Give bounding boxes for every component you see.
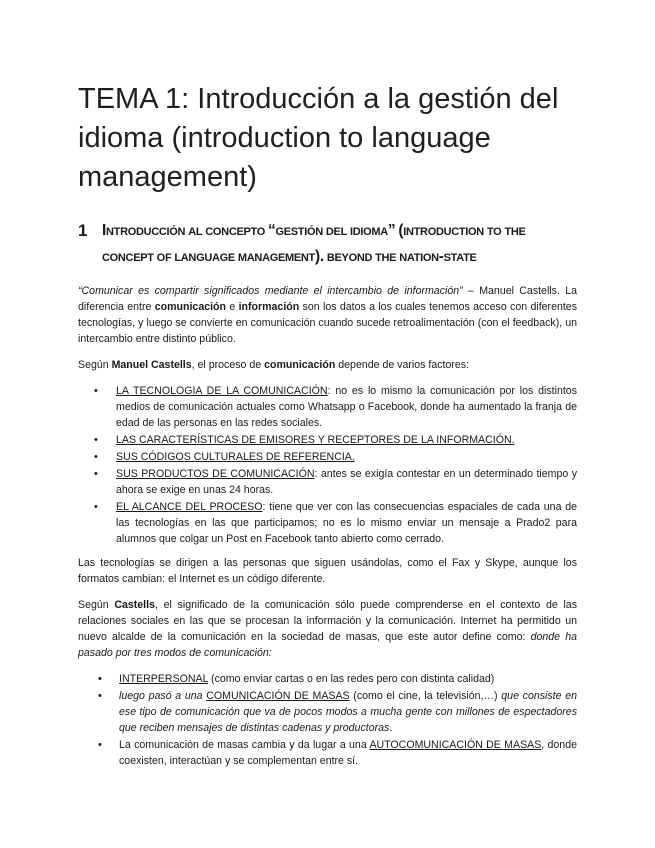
mode-mid: (como el cine, la televisión,…) — [349, 690, 502, 702]
list-item — [78, 432, 577, 448]
factor-text: : tiene que ver con las consecuencias espaciales de cada una de las tecnologías en las que participamos; no es lo mismo enviar un mensaje a Prado2 para alumnos que colgar un Post en Facebook tanto abierto como cerrado. — [116, 501, 577, 545]
factor-head: LA TECNOLOGIA DE LA COMUNICACIÓN — [116, 385, 328, 397]
bullet-icon: • — [94, 501, 98, 513]
term-comunicacion: comunicación — [154, 301, 226, 313]
mode-pre: luego pasó a una — [119, 690, 207, 702]
modes-list — [78, 671, 577, 769]
intro-paragraph — [78, 283, 577, 347]
mode-head: COMUNICACIÓN DE MASAS — [206, 690, 350, 702]
p4-pre: Según — [78, 599, 115, 611]
bullet-icon: • — [94, 434, 98, 446]
page-title: TEMA 1: Introducción a la gestión del idioma (introduction to language management) — [78, 83, 559, 193]
technologies-paragraph: Las tecnologías se dirigen a las personas que siguen usándolas, como el Fax y Skype, aunque los formatos cambian: el Internet es un código diferente. — [78, 557, 577, 585]
mode-italic: que consiste en ese tipo de comunicación que va de pocos modos a mucha gente con millones de espectadores que reciben mensajes de distintas cadenas y productoras — [119, 690, 577, 734]
bullet-icon: • — [94, 451, 98, 463]
section-title: Introducción al concepto “gestión del idioma” (introduction to the concept of language management). beyond the nation-state — [102, 222, 526, 265]
factor-head: LAS CARACTERÍSTICAS DE EMISORES Y RECEPTORES DE LA INFORMACIÓN. — [116, 434, 515, 446]
bullet-icon: • — [98, 690, 102, 702]
section-number: 1 — [78, 221, 88, 240]
factor-head: SUS PRODUCTOS DE COMUNICACIÓN — [116, 468, 315, 480]
bullet-icon: • — [94, 385, 98, 397]
factors-intro — [78, 357, 577, 373]
factor-head: EL ALCANCE DEL PROCESO — [116, 501, 263, 513]
mode-end: . — [389, 722, 393, 734]
factor-text: : no es lo mismo la comunicación por los distintos medios de comunicación actuales como Whatsapp o Facebook, donde ha aumentado la franja de edad de las personas en las redes sociales. — [116, 385, 577, 429]
list-item — [78, 688, 577, 736]
mode-text: (como enviar cartas o en las redes pero con distinta calidad) — [208, 673, 495, 685]
p2-name: Manuel Castells — [111, 359, 192, 371]
p4-italic: donde ha pasado por tres modos de comunicación: — [78, 631, 577, 659]
mode-text: , donde coexisten, interactúan y se complementan entre sí. — [119, 739, 577, 767]
castells-paragraph — [78, 597, 577, 661]
bullet-icon: • — [94, 468, 98, 480]
list-item — [78, 383, 577, 431]
p2-pre: Según — [78, 359, 112, 371]
term-informacion: información — [238, 301, 300, 313]
p2-term: comunicación — [264, 359, 336, 371]
bullet-icon: • — [98, 739, 102, 751]
quote-author: – Manuel Castells. La diferencia entre — [78, 285, 577, 313]
list-item — [78, 671, 577, 687]
factor-head: SUS CÓDIGOS CULTURALES DE REFERENCIA. — [116, 451, 355, 463]
factors-list — [78, 383, 577, 547]
mode-pre: La comunicación de masas cambia y da lugar a una — [119, 739, 370, 751]
p4-name: Castells — [114, 599, 155, 611]
p4-text: , el significado de la comunicación sólo puede comprenderse en el contexto de las relaciones sociales en las que se procesan la información y la comunicación. Internet ha permitido un nuevo alcalde de la comunicación en la sociedad de masas, que este autor define como: — [78, 599, 577, 643]
intro-rest: son los datos a los cuales tenemos acceso con diferentes tecnologías, y luego se convierte en comunicación cuando sucede retroalimentación (con el feedback), un intercambio entre distinto público. — [78, 301, 577, 345]
list-item — [78, 449, 577, 465]
list-item — [78, 737, 577, 769]
p2-post: depende de varios factores: — [335, 359, 470, 371]
p2-mid: , el proceso de — [191, 359, 265, 371]
list-item — [78, 466, 577, 498]
connector-text: e — [226, 301, 239, 313]
castells-quote: “Comunicar es compartir significados mediante el intercambio de información” — [78, 285, 463, 297]
list-item — [78, 499, 577, 547]
mode-head: AUTOCOMUNICACIÓN DE MASAS — [369, 739, 542, 751]
mode-head: INTERPERSONAL — [119, 673, 209, 685]
bullet-icon: • — [98, 673, 102, 685]
factor-text: : antes se exigía contestar en un determinado tiempo y ahora se exige en unas 24 horas. — [116, 468, 578, 496]
section-heading — [78, 218, 577, 270]
